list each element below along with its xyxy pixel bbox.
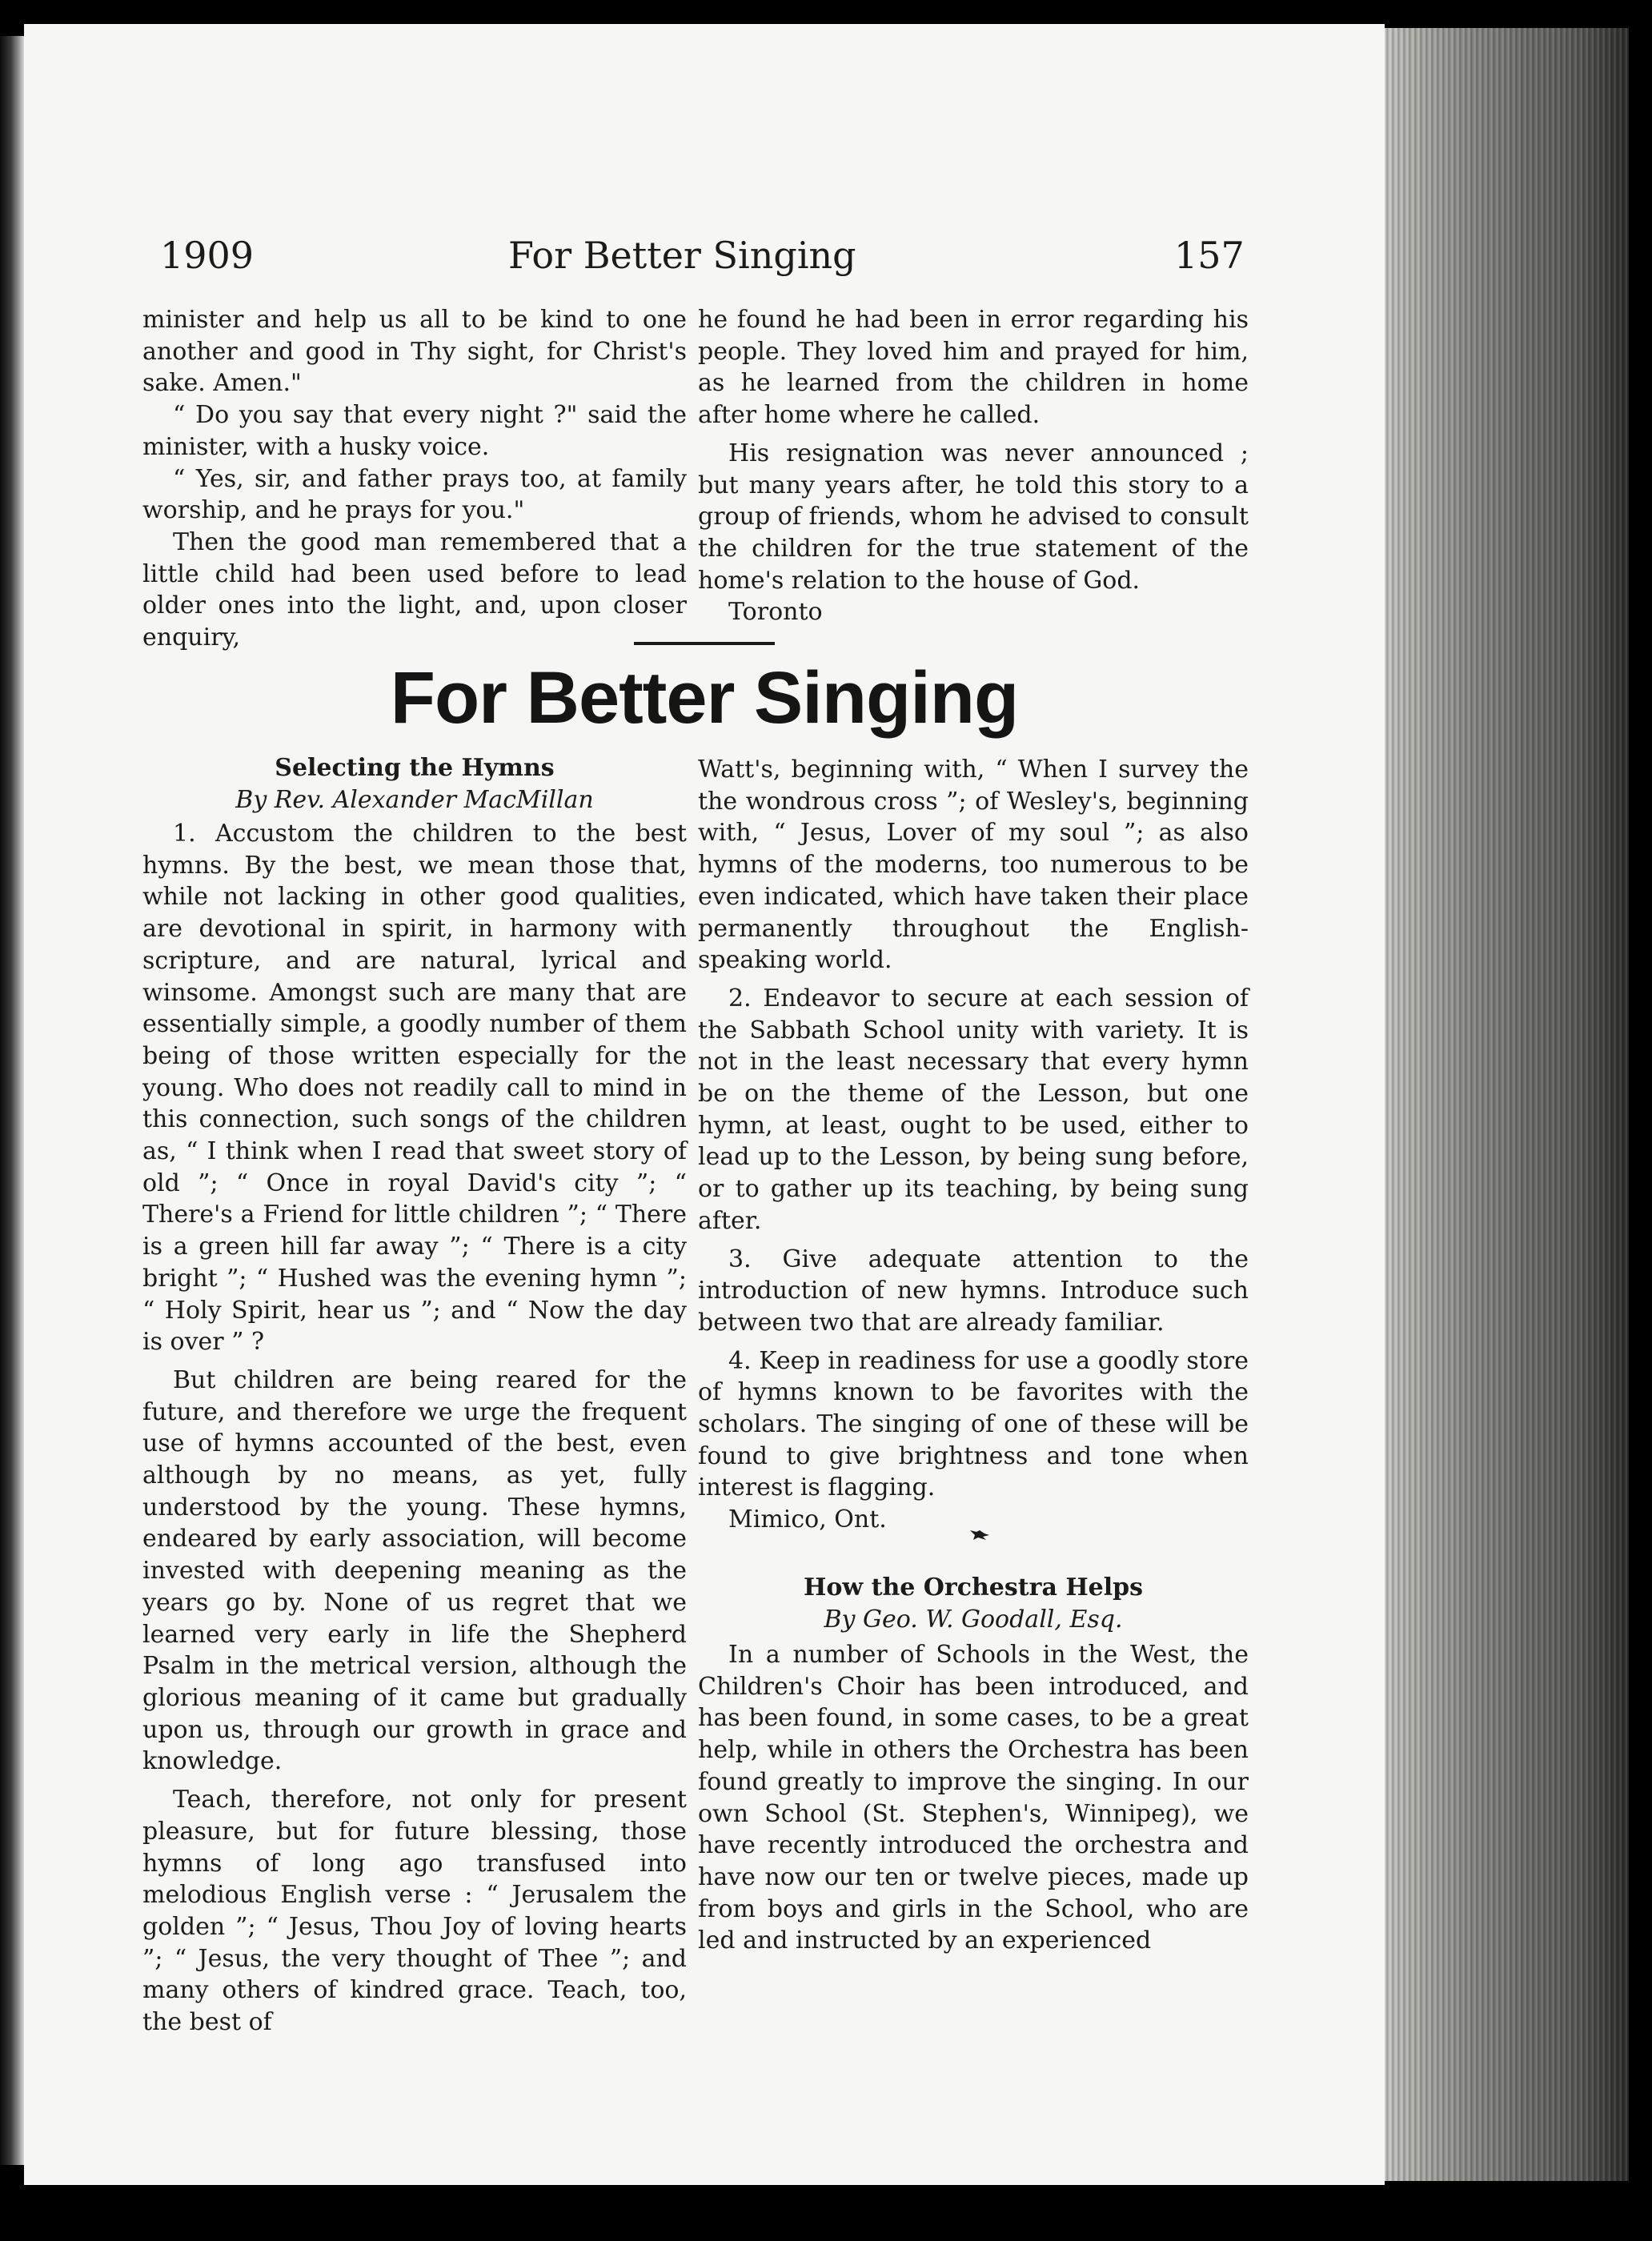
paragraph: Then the good man remembered that a little child had been used before to lead older ones into the light, and, upon closer enquiry,	[142, 527, 687, 652]
orchestra-column	[698, 1639, 1249, 1957]
sign-off: Mimico, Ont.	[728, 1505, 887, 1534]
book-page-edges	[1373, 28, 1629, 2181]
header-year: 1909	[160, 234, 255, 277]
running-title: For Better Singing	[508, 234, 856, 277]
page	[24, 24, 1385, 2185]
paragraph: His resignation was never announced ; but many years after, he told this story to a group of friends, whom he advised to consult the children for the true statement of the home's relation to the house of God.	[698, 439, 1249, 595]
section-heading-orchestra: How the Orchestra Helps	[803, 1574, 1144, 1602]
book-left-edge	[0, 36, 24, 2165]
paragraph: In a number of Schools in the West, the Children's Choir has been introduced, and has been found, in some cases, to be a great help, while in others the Orchestra has been found greatly to improve the singing. In our own School (St. Stephen's, Winnipeg), we have recently introduced the orchestra and have now our ten or twelve pieces, made up from boys and girls in the School, who are led and instructed by an experienced	[698, 1641, 1249, 1955]
selecting-hymns-right-column	[698, 754, 1249, 1536]
selecting-hymns-left-column	[142, 818, 687, 2039]
section-heading-selecting-hymns: Selecting the Hymns	[275, 754, 555, 782]
paragraph: he found he had been in error regarding his people. They loved him and prayed for him, as he learned from the children in home after home where he called.	[698, 306, 1249, 430]
fleuron-icon	[968, 1529, 991, 1541]
paragraph: “ Do you say that every night ?" said the minister, with a husky voice.	[142, 401, 687, 461]
paragraph: “ Yes, sir, and father prays too, at family worship, and he prays for you."	[142, 464, 687, 525]
section-divider	[634, 642, 775, 645]
paragraph: 4. Keep in readiness for use a goodly store of hymns known to be favorites with the scholars. The singing of one of these will be found to give brightness and tone when interest is flagging.	[698, 1346, 1249, 1502]
section-byline: By Rev. Alexander MacMillan	[235, 786, 594, 814]
section-byline: By Geo. W. Goodall, Esq.	[824, 1606, 1123, 1634]
paragraph: Teach, therefore, not only for present pleasure, but for future blessing, those hymns of long ago transfused into melodious English verse : “ Jerusalem the golden ”; “ Jesus, Thou Joy of loving hearts ”; “ Jesus, the very thought of Thee ”; and many others of kindred grace. Teach, too, the best of	[142, 1786, 687, 2037]
paragraph: But children are being reared for the future, and therefore we urge the frequent use of hymns accounted of the best, even although by no means, as yet, fully understood by the young. These hymns, endeared by early association, will become invested with deepening meaning as the years go by. None of us regret that we learned very early in life the Shepherd Psalm in the metrical version, although the glorious meaning of it came but gradually upon us, through our growth in grace and knowledge.	[142, 1365, 687, 1776]
paragraph: Watt's, beginning with, “ When I survey the the wondrous cross ”; of Wesley's, beginning with, “ Jesus, Lover of my soul ”; as also hymns of the moderns, too numerous to be even indicated, which have taken their place permanently throughout the English-speaking world.	[698, 756, 1249, 975]
page-number: 157	[1174, 234, 1245, 277]
top-right-column	[698, 304, 1249, 628]
sign-off: Toronto	[728, 598, 823, 627]
article-title: For Better Singing	[390, 657, 1019, 739]
paragraph: 1. Accustom the children to the best hymns. By the best, we mean those that, while not lacking in other good qualities, are devotional in spirit, in harmony with scripture, and are natural, lyrical and winsome. Amongst such are many that are essentially simple, a goodly number of them being of those written especially for the young. Who does not readily call to mind in this connection, such songs of the children as, “ I think when I read that sweet story of old ”; “ Once in royal David's city ”; “ There's a Friend for little children ”; “ There is a green hill far away ”; “ There is a city bright ”; “ Hushed was the evening hymn ”; “ Holy Spirit, hear us ”; and “ Now the day is over ” ?	[142, 820, 687, 1357]
paragraph: minister and help us all to be kind to one another and good in Thy sight, for Christ's sake. Amen."	[142, 306, 687, 398]
paragraph: 3. Give adequate attention to the introduction of new hymns. Introduce such between two that are already familiar.	[698, 1245, 1249, 1337]
paragraph: 2. Endeavor to secure at each session of the Sabbath School unity with variety. It is not in the least necessary that every hymn be on the theme of the Lesson, but one hymn, at least, ought to be used, either to lead up to the Lesson, by being sung before, or to gather up its teaching, by being sung after.	[698, 984, 1249, 1235]
top-left-column	[142, 304, 687, 654]
